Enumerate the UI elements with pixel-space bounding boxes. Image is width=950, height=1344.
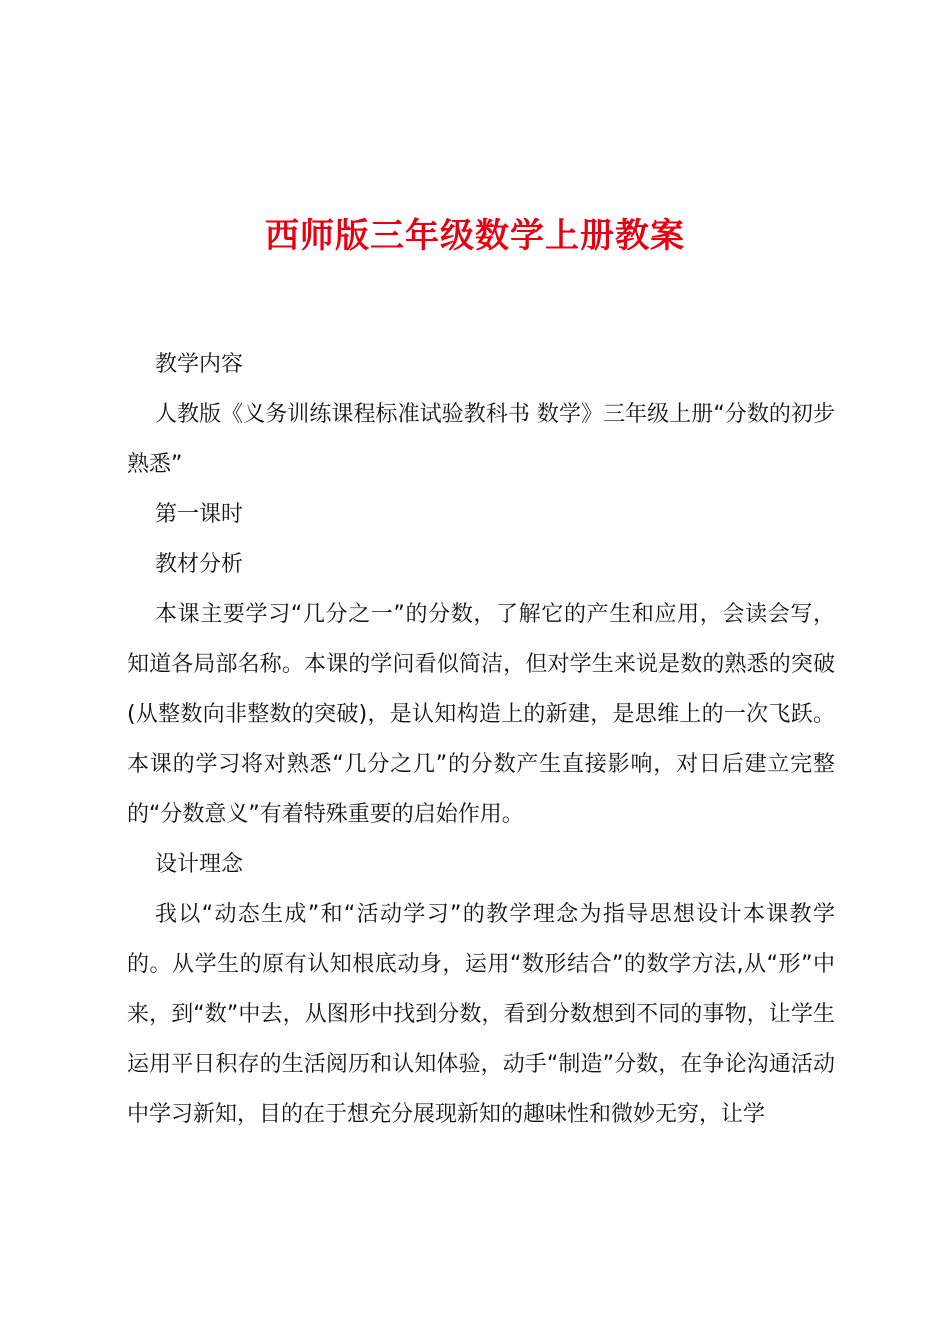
paragraph-teaching-content: 人教版《义务训练课程标准试验教科书 数学》三年级上册“分数的初步熟悉” bbox=[127, 402, 835, 477]
document-body bbox=[127, 340, 835, 1140]
section-heading-teaching-content: 教学内容 bbox=[155, 352, 244, 377]
document-title: 西师版三年级数学上册教案 bbox=[265, 216, 685, 256]
section-heading-design-concept: 设计理念 bbox=[155, 852, 244, 877]
paragraph-design-concept: 我以“动态生成”和“活动学习”的教学理念为指导思想设计本课教学的。从学生的原有认知根底动身，运用“数形结合”的数学方法,从“形”中来，到“数”中去，从图形中找到分数，看到分数想到不同的事物，让学生运用平日积存的生活阅历和认知体验，动手“制造”分数，在争论沟通活动中学习新知，目的在于想充分展现新知的趣味性和微妙无穷，让学 bbox=[127, 902, 835, 1127]
section-heading-material-analysis: 教材分析 bbox=[155, 552, 244, 577]
paragraph-material-analysis: 本课主要学习“几分之一”的分数，了解它的产生和应用，会读会写，知道各局部名称。本课的学问看似简洁，但对学生来说是数的熟悉的突破(从整数向非整数的突破)，是认知构造上的新建，是思维上的一次飞跃。本课的学习将对熟悉“几分之几”的分数产生直接影响，对日后建立完整的“分数意义”有着特殊重要的启始作用。 bbox=[127, 602, 835, 827]
lesson-label: 第一课时 bbox=[155, 502, 244, 527]
